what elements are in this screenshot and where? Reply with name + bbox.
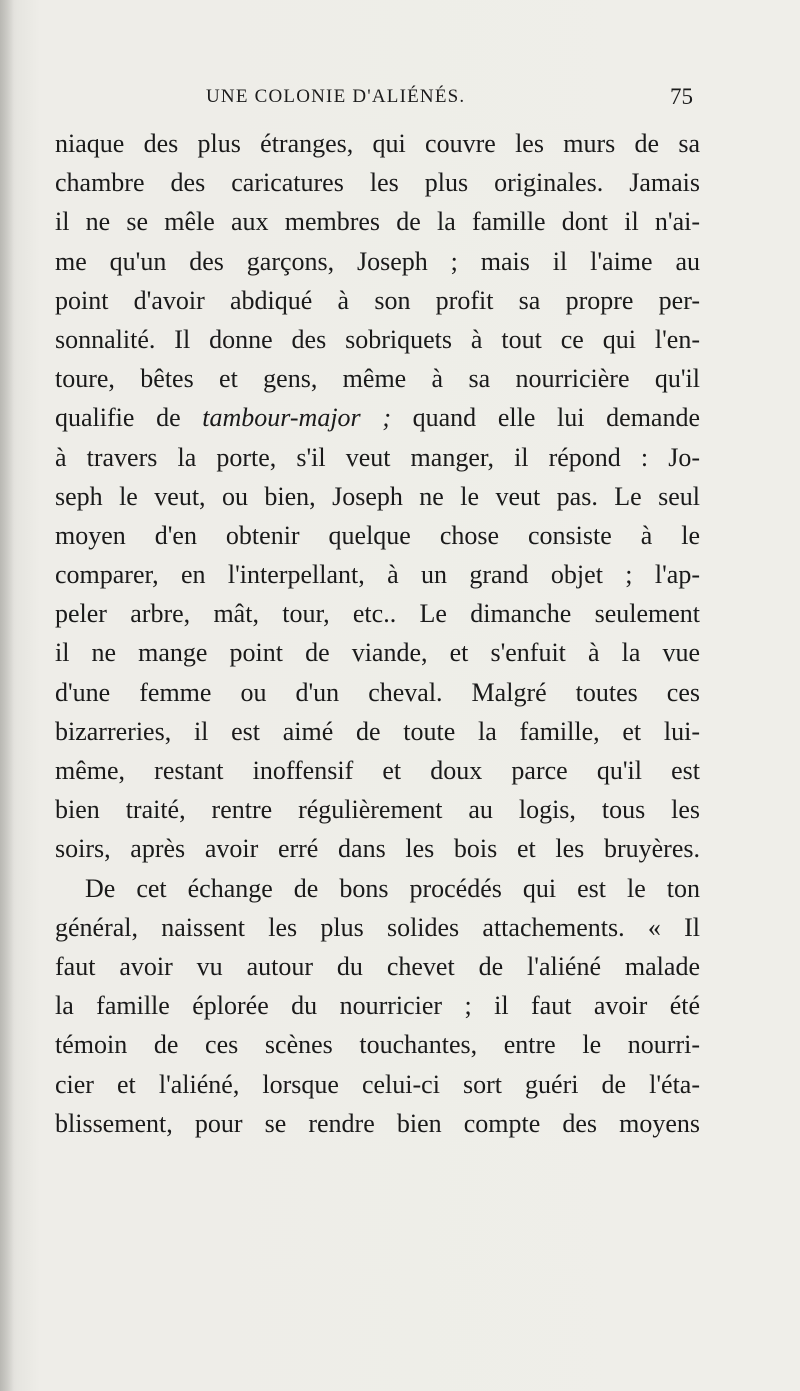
text-line: il ne se mêle aux membres de la famille dont il n'ai- — [55, 207, 700, 237]
text-line: témoin de ces scènes touchantes, entre le nourri- — [55, 1030, 700, 1060]
text-line: général, naissent les plus solides attachements. « Il — [55, 912, 700, 942]
page-number: 75 — [670, 84, 693, 109]
binding-shadow — [0, 0, 14, 1391]
text-segment: quand elle lui demande — [390, 403, 700, 433]
text-line-with-italic — [55, 398, 700, 437]
text-line: faut avoir vu autour du chevet de l'aliéné malade — [55, 951, 700, 981]
text-line: blissement, pour se rendre bien compte des moyens — [55, 1108, 700, 1138]
text-segment: qualifie de — [55, 403, 203, 433]
text-line: d'une femme ou d'un cheval. Malgré toutes ces — [55, 677, 700, 707]
text-line: me qu'un des garçons, Joseph ; mais il l'aime au — [55, 246, 700, 276]
paragraph-start-line: De cet échange de bons procédés qui est le ton — [85, 873, 700, 903]
text-line: bien traité, rentre régulièrement au logis, tous les — [55, 795, 700, 825]
text-line: la famille éplorée du nourricier ; il faut avoir été — [55, 991, 700, 1021]
text-line: sonnalité. Il donne des sobriquets à tout ce qui l'en- — [55, 324, 700, 354]
text-line: il ne mange point de viande, et s'enfuit à la vue — [55, 638, 700, 668]
text-line: soirs, après avoir erré dans les bois et les bruyères. — [55, 834, 700, 864]
text-line: même, restant inoffensif et doux parce qu'il est — [55, 756, 700, 785]
body-text — [55, 124, 700, 1143]
text-line: peler arbre, mât, tour, etc.. Le dimanche seulement — [55, 599, 700, 629]
text-line: moyen d'en obtenir quelque chose consiste à le — [55, 520, 700, 550]
text-line: seph le veut, ou bien, Joseph ne le veut pas. Le seul — [55, 481, 700, 511]
text-line: toure, bêtes et gens, même à sa nourricière qu'il — [55, 364, 700, 394]
text-line: niaque des plus étranges, qui couvre les murs de sa — [55, 129, 700, 158]
text-line: chambre des caricatures les plus originales. Jamais — [55, 168, 700, 198]
text-line: point d'avoir abdiqué à son profit sa propre per- — [55, 285, 700, 315]
running-head — [0, 86, 800, 116]
italic-phrase: tambour-major ; — [202, 403, 391, 433]
text-line: comparer, en l'interpellant, à un grand objet ; l'ap- — [55, 560, 700, 590]
text-line: bizarreries, il est aimé de toute la famille, et lui- — [55, 716, 700, 746]
running-title: UNE COLONIE D'ALIÉNÉS. — [206, 86, 466, 107]
text-line: cier et l'aliéné, lorsque celui-ci sort guéri de l'éta- — [55, 1069, 700, 1099]
text-line: à travers la porte, s'il veut manger, il répond : Jo- — [55, 442, 700, 472]
